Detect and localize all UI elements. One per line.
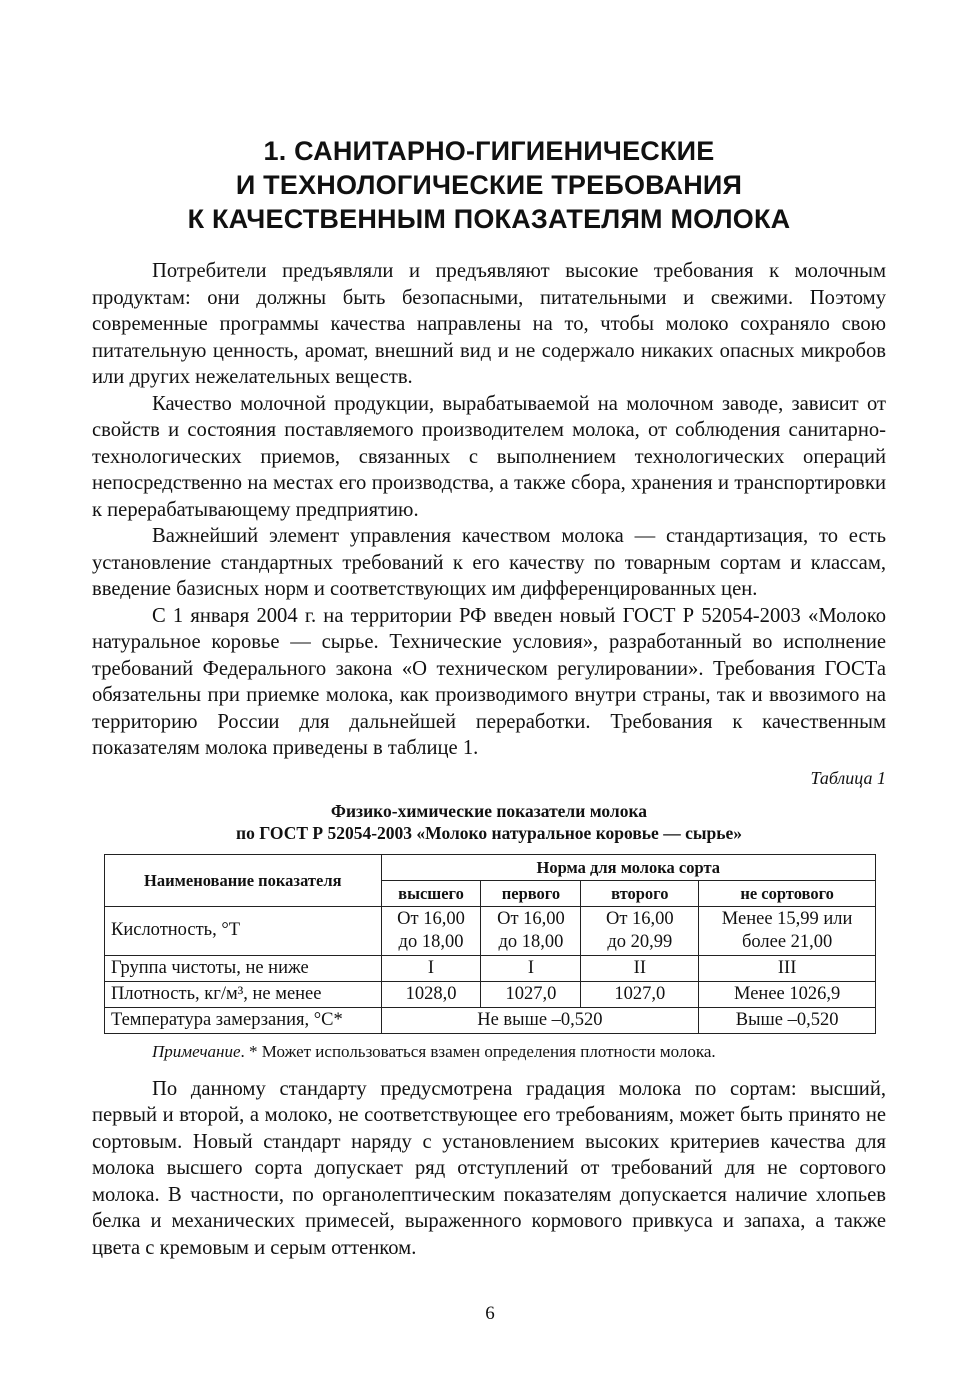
cell-freezing-graded: Не выше –0,520 [381,1007,699,1033]
header-grade-nongrade: не сортового [699,880,876,906]
heading-line-1: 1. САНИТАРНО-ГИГИЕНИЧЕСКИЕ [263,136,715,166]
cell-acidity-nongrade-high: более 21,00 [741,931,833,952]
header-indicator-name: Наименование показателя [105,854,382,906]
table-row [105,906,876,955]
cell-density-second: 1027,0 [581,981,699,1007]
cell-density-top: 1028,0 [381,981,481,1007]
cell-acidity-top-from: От 16,00 [397,908,465,929]
cell-purity-second: II [581,955,699,981]
section-heading [92,134,886,236]
cell-acidity-nongrade-low: Менее 15,99 или [721,908,853,929]
cell-acidity-first [481,906,581,955]
table-row [105,1007,876,1033]
note-text: . * Может использоваться взамен определения плотности молока. [240,1041,716,1061]
cell-density-first: 1027,0 [481,981,581,1007]
cell-acidity-first-to: до 18,00 [498,931,564,952]
cell-acidity-top-to: до 18,00 [398,931,464,952]
heading-line-3: К КАЧЕСТВЕННЫМ ПОКАЗАТЕЛЯМ МОЛОКА [187,204,791,234]
paragraph-1: Потребители предъявляли и предъявляют высокие требования к молочным продуктам: они должны быть безопасными, питательными и свежими. Поэтому современные программы качества направлены на то, чтобы молоко сохраняло свою питательную ценность, аромат, внешний вид и не содержало никаких опасных микробов или других нежелательных веществ. [92,260,886,388]
paragraph-3: Важнейший элемент управления качеством молока — стандартизация, то есть установление стандартных требований к его качеству по товарным сортам и классам, введение базисных норм и соответствующих им дифференцированных цен. [92,525,886,600]
table-header-row [105,854,876,880]
header-grade-top: высшего [381,880,481,906]
cell-acidity-second-to: до 20,99 [607,931,673,952]
table-note [92,1042,886,1062]
header-grade-second: второго [581,880,699,906]
table-title [92,800,886,844]
heading-line-2: И ТЕХНОЛОГИЧЕСКИЕ ТРЕБОВАНИЯ [235,170,743,200]
cell-acidity-first-from: От 16,00 [497,908,565,929]
row-name-acidity: Кислотность, °Т [105,906,382,955]
header-norm: Норма для молока сорта [381,854,875,880]
cell-acidity-second [581,906,699,955]
row-name-density: Плотность, кг/м³, не менее [105,981,382,1007]
note-lead: Примечание [152,1041,241,1061]
page-number: 6 [485,1303,495,1324]
cell-acidity-nongrade [699,906,876,955]
cell-acidity-top [381,906,481,955]
cell-purity-first: I [481,955,581,981]
cell-purity-nongrade: III [699,955,876,981]
milk-indicators-table [104,854,876,1034]
cell-purity-top: I [381,955,481,981]
paragraph-4: С 1 января 2004 г. на территории РФ введен новый ГОСТ Р 52054-2003 «Молоко натуральное коровье — сырье. Технические условия», разработанный во исполнение требований Федерального закона «О техническом регулировании». Требования ГОСТа обязательны при приемке молока, как производимого внутри страны, так и ввозимого на территорию России для дальнейшей переработки. Требования к качественным показателям молока приведены в таблице 1. [92,604,886,759]
cell-density-nongrade: Менее 1026,9 [699,981,876,1007]
row-name-freezing: Температура замерзания, °С* [105,1007,382,1033]
header-grade-first: первого [481,880,581,906]
table-row [105,955,876,981]
row-name-purity: Группа чистоты, не ниже [105,955,382,981]
paragraph-2: Качество молочной продукции, вырабатываемой на молочном заводе, зависит от свойств и состояния поставляемого производителем молока, от соблюдения санитарно-технологических приемов, связанных с выполнением технологических операций непосредственно на местах его производства, а также сбора, хранения и транспортировки к перерабатывающему предприятию. [92,392,886,521]
cell-freezing-nongrade: Выше –0,520 [699,1007,876,1033]
body-text [92,258,886,762]
table-row [105,981,876,1007]
table-title-line-1: Физико-химические показатели молока [330,800,648,821]
paragraph-5: По данному стандарту предусмотрена градация молока по сортам: высший, первый и второй, а молоко, не соответствующее его требованиям, может быть принято не сортовым. Новый стандарт наряду с установлением высоких критериев качества для молока высшего сорта допускает ряд отступлений от требований для не сортового молока. В частности, по органолептическим показателям допускается наличие хлопьев белка и механических примесей, выраженного кормового привкуса и запаха, а также цвета с кремовым и серым оттенком. [92,1077,886,1259]
table-label: Таблица 1 [810,767,886,788]
table-title-line-2: по ГОСТ Р 52054-2003 «Молоко натуральное коровье — сырье» [235,822,743,843]
document-page [92,0,886,1261]
cell-acidity-second-from: От 16,00 [605,908,674,929]
